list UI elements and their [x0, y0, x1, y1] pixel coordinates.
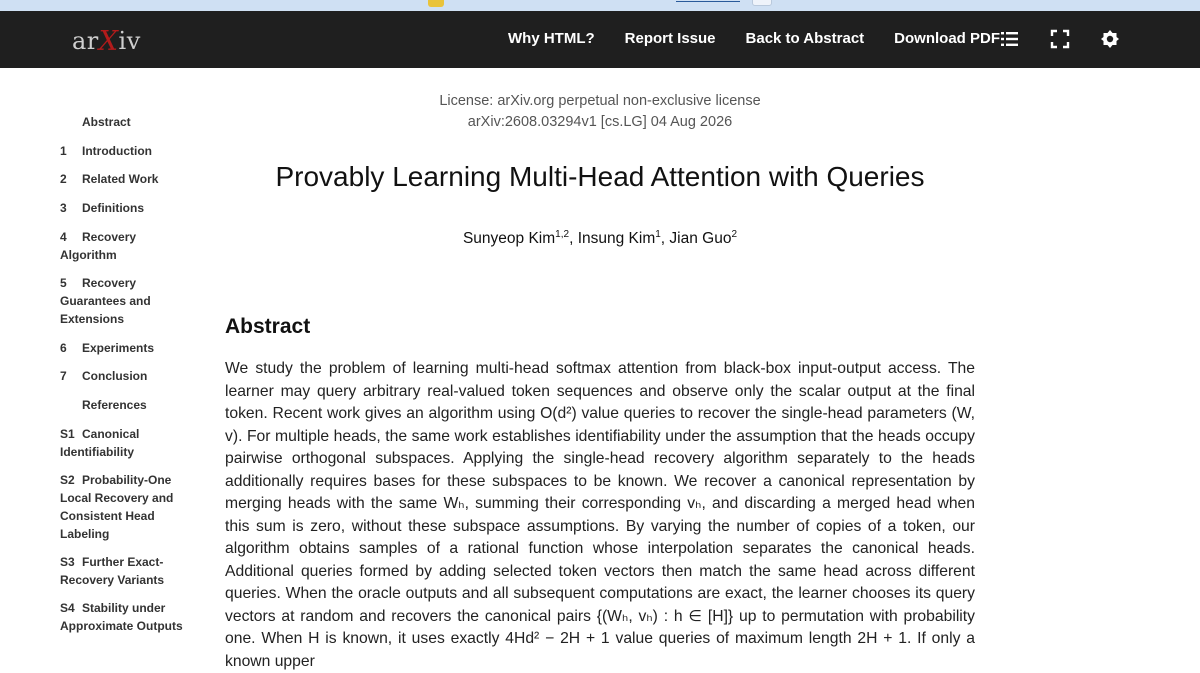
author-name: Jian Guo	[669, 230, 732, 248]
author-list: Sunyeop Kim$^{1,2}$, Insung Kim$^1$, Jian Guo$^2$	[462, 229, 738, 248]
browser-top-strip	[0, 0, 1200, 11]
toc-item-abstract[interactable]: Abstract	[82, 115, 131, 129]
download-pdf-link[interactable]: Download PDF	[894, 30, 1000, 47]
toc-item-conclusion[interactable]: 7 Conclusion	[60, 369, 148, 383]
toc-item-recovery-guarantees[interactable]: 5 Recovery Guarantees and Extensions	[60, 276, 151, 326]
toc-item-s2[interactable]: S2 Probability-One Local Recovery and Consistent Head Labeling	[60, 473, 174, 541]
banner-link[interactable]	[676, 0, 740, 2]
list-icon[interactable]	[1000, 28, 1020, 50]
toc-item-definitions[interactable]: 3 Definitions	[60, 201, 144, 215]
paper-title: Provably Learning Multi-Head Attention with Queries	[275, 161, 925, 192]
arxiv-id: arXiv:2608.03294v1 [cs.LG] 04 Aug 2026	[467, 114, 733, 130]
banner-emoji-icon	[428, 0, 444, 7]
toc-item-references[interactable]: References	[82, 398, 147, 412]
author-name: Insung Kim	[577, 230, 656, 248]
author-name: Sunyeop Kim	[462, 230, 556, 248]
settings-icon[interactable]	[1100, 28, 1120, 50]
toc-item-related-work[interactable]: 2 Related Work	[60, 172, 159, 186]
license-text: License: arXiv.org perpetual non-exclusive license	[439, 93, 761, 109]
arxiv-logo[interactable]: arXiv	[72, 26, 141, 57]
back-to-abstract-link[interactable]: Back to Abstract	[745, 30, 865, 47]
toc-item-introduction[interactable]: 1 Introduction	[60, 144, 152, 158]
why-html-link[interactable]: Why HTML?	[508, 30, 595, 47]
toc-item-s3[interactable]: S3 Further Exact-Recovery Variants	[60, 555, 165, 587]
toc-item-s1[interactable]: S1 Canonical Identifiability	[60, 427, 140, 459]
abstract-text: We study the problem of learning multi-head softmax attention from black-box input-output access. The learner may query arbitrary real-valued token sequences and observe only the scalar output at the final token. Recent work gives an algorithm using O(d²) value queries to recover the single-head parameters (W, v). For multiple heads, the same work establishes identifiability under the assumption that the heads occupy pairwise orthogonal subspaces. Applying the single-head recovery algorithm separately to the heads additionally requires bases for these subspaces to be known. We recover a canonical representation by merging heads with the same Wₕ, summing their corresponding vₕ, and discarding a merged head when this sum is zero, without these subspace assumptions. By varying the number of copies of a token, our algorithm obtains samples of a rational function whose interpolation separates the canonical heads. Additional queries formed by adding selected token vectors then match the same head across different queries. When the oracle outputs and all subsequent computations are exact, the learner chooses its query vectors at random and recovers the canonical pairs {(Wₕ, vₕ) : h ∈ [H]} up to permutation with probability one. When H is known, it uses exactly 4Hd² − 2H + 1 value queries of maximum length 2H + 1. If only a known upper	[225, 360, 975, 670]
toc-item-s4[interactable]: S4 Stability under Approximate Outputs	[60, 601, 183, 633]
abstract-heading: Abstract	[225, 315, 311, 338]
banner-close-button[interactable]	[752, 0, 772, 6]
nav-icons	[1000, 28, 1150, 50]
paper-header-meta	[225, 91, 975, 133]
nav-links	[508, 30, 1030, 47]
toc-item-recovery-algorithm[interactable]: 4 Recovery Algorithm	[60, 230, 137, 262]
report-issue-link[interactable]: Report Issue	[624, 30, 716, 47]
top-navbar	[0, 11, 1200, 68]
fullscreen-icon[interactable]	[1050, 28, 1070, 50]
toc-item-experiments[interactable]: 6 Experiments	[60, 341, 155, 355]
